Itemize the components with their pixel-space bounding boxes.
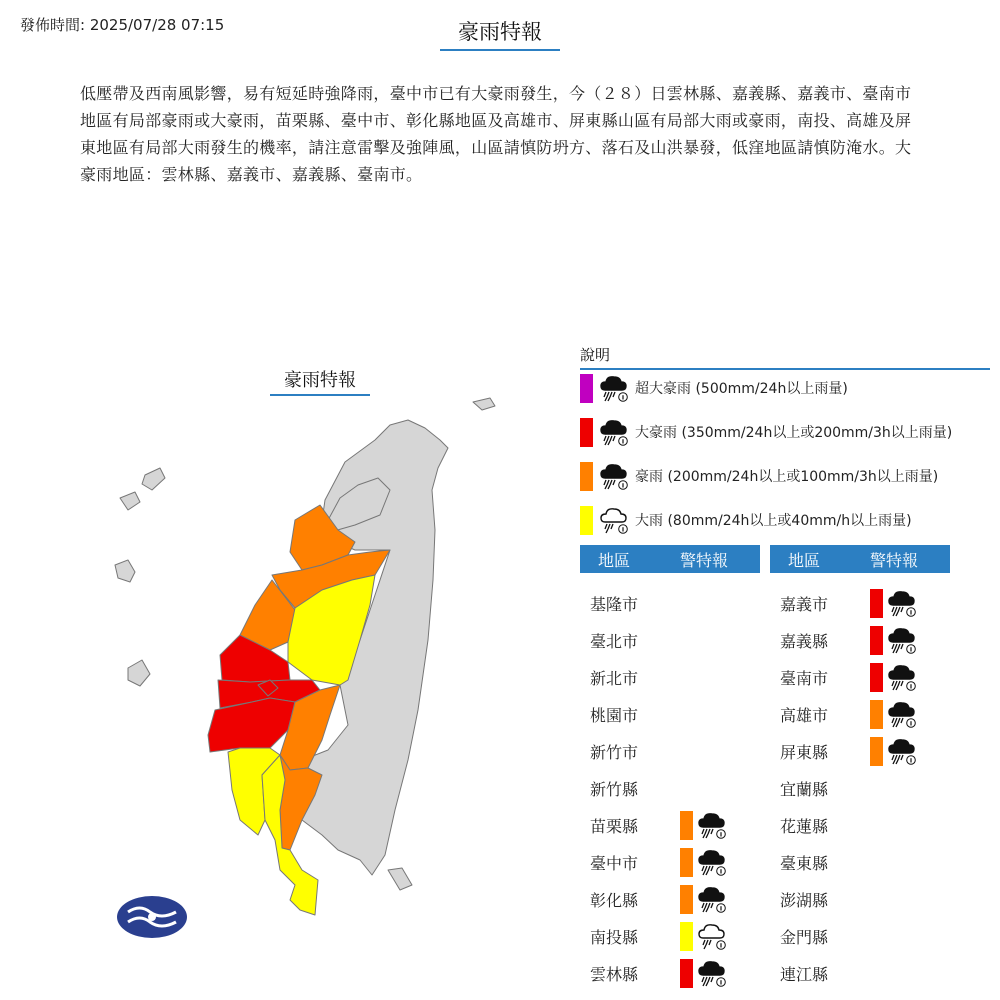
warning-description: 低壓帶及西南風影響，易有短延時強降雨，臺中市已有大豪雨發生，今（２８）日雲林縣、嘉義縣、嘉義市、臺南市地區有局部豪雨或大豪雨，苗栗縣、臺中市、彰化縣地區及高雄市、屏東縣山區有局部大雨或豪雨，南投、高雄及屏東地區有局部大雨發生的機率，請注意雷擊及強陣風，山區請慎防坍方、落石及山洪暴發，低窪地區請慎防淹水。大豪雨地區：雲林縣、嘉義市、嘉義縣、臺南市。 [80, 84, 912, 184]
table-header-region: 地區 [788, 550, 821, 570]
region-row [780, 697, 917, 731]
warning-level-swatch [680, 922, 693, 951]
heavy-rain-cloud-icon [697, 958, 727, 988]
region-row [780, 771, 870, 805]
region-name: 臺中市 [590, 853, 639, 873]
map-island-penghu-3 [120, 492, 140, 510]
region-row [780, 956, 870, 990]
region-name: 苗栗縣 [590, 816, 639, 836]
region-name: 花蓮縣 [780, 816, 829, 836]
heavy-rain-cloud-icon [697, 884, 727, 914]
region-name: 臺南市 [780, 668, 829, 688]
region-name: 宜蘭縣 [780, 779, 829, 799]
taiwan-warning-map [90, 380, 510, 920]
region-row [590, 882, 727, 916]
region-row [590, 956, 727, 990]
warning-level-swatch [870, 626, 883, 655]
warning-level-swatch [870, 663, 883, 692]
heavy-rain-cloud-icon [887, 625, 917, 655]
region-row [590, 734, 680, 768]
table-header-region: 地區 [598, 550, 631, 570]
legend-item [580, 460, 938, 492]
map-island-penghu-1 [115, 560, 135, 582]
heavy-rain-cloud-icon [887, 699, 917, 729]
legend-item [580, 372, 848, 404]
heavy-rain-cloud-icon [887, 736, 917, 766]
region-name: 嘉義縣 [780, 631, 829, 651]
region-name: 屏東縣 [780, 742, 829, 762]
map-island-green [473, 398, 495, 410]
region-name: 嘉義市 [780, 594, 829, 614]
heavy-rain-cloud-icon [599, 417, 629, 447]
region-name: 基隆市 [590, 594, 639, 614]
issue-time: 發佈時間: 2025/07/28 07:15 [20, 16, 225, 34]
region-row [590, 586, 680, 620]
region-row [780, 845, 870, 879]
region-row [780, 808, 870, 842]
region-name: 臺北市 [590, 631, 639, 651]
region-name: 高雄市 [780, 705, 829, 725]
rain-cloud-outline-icon [599, 505, 629, 535]
region-name: 新竹市 [590, 742, 639, 762]
warning-level-swatch [870, 700, 883, 729]
rain-cloud-outline-icon [697, 921, 727, 951]
legend-label: 大雨 (80mm/24h以上或40mm/h以上雨量) [635, 513, 912, 529]
legend-label: 大豪雨 (350mm/24h以上或200mm/3h以上雨量) [635, 425, 953, 441]
heavy-rain-cloud-icon [599, 373, 629, 403]
legend-color-swatch [580, 506, 593, 535]
warning-level-swatch [680, 811, 693, 840]
legend-label: 豪雨 (200mm/24h以上或100mm/3h以上雨量) [635, 469, 939, 485]
heavy-rain-cloud-icon [697, 847, 727, 877]
legend-item [580, 504, 912, 536]
region-row [780, 623, 917, 657]
map-island-penghu-2 [142, 468, 165, 490]
region-row [590, 771, 680, 805]
region-row [780, 660, 917, 694]
heavy-rain-cloud-icon [599, 461, 629, 491]
legend-label: 超大豪雨 (500mm/24h以上雨量) [635, 381, 848, 397]
legend-color-swatch [580, 418, 593, 447]
table-header-right [770, 545, 950, 573]
map-title: 豪雨特報 [270, 366, 370, 396]
region-row [590, 919, 727, 953]
warning-level-swatch [680, 959, 693, 988]
table-header-left [580, 545, 760, 573]
region-row [590, 845, 727, 879]
map-island-orchid [388, 868, 412, 890]
cwa-logo-icon [116, 895, 188, 939]
region-row [590, 808, 727, 842]
warning-level-swatch [680, 848, 693, 877]
region-name: 澎湖縣 [780, 890, 829, 910]
region-row [780, 586, 917, 620]
region-row [590, 697, 680, 731]
warning-level-swatch [870, 737, 883, 766]
warning-level-swatch [680, 885, 693, 914]
region-row [590, 660, 680, 694]
region-row [780, 919, 870, 953]
region-name: 雲林縣 [590, 964, 639, 984]
legend-color-swatch [580, 374, 593, 403]
region-name: 金門縣 [780, 927, 829, 947]
region-name: 彰化縣 [590, 890, 639, 910]
region-name: 新竹縣 [590, 779, 639, 799]
region-row [590, 623, 680, 657]
region-name: 南投縣 [590, 927, 639, 947]
table-header-warning: 警特報 [680, 550, 729, 570]
region-name: 臺東縣 [780, 853, 829, 873]
region-row [780, 734, 917, 768]
legend-title: 說明 [580, 344, 990, 370]
table-header-warning: 警特報 [870, 550, 919, 570]
warning-level-swatch [870, 589, 883, 618]
legend-item [580, 416, 952, 448]
heavy-rain-cloud-icon [887, 588, 917, 618]
legend-color-swatch [580, 462, 593, 491]
region-name: 連江縣 [780, 964, 829, 984]
region-name: 桃園市 [590, 705, 639, 725]
heavy-rain-cloud-icon [697, 810, 727, 840]
page-title: 豪雨特報 [440, 16, 560, 51]
map-island-penghu-4 [128, 660, 150, 686]
heavy-rain-cloud-icon [887, 662, 917, 692]
region-name: 新北市 [590, 668, 639, 688]
region-row [780, 882, 870, 916]
